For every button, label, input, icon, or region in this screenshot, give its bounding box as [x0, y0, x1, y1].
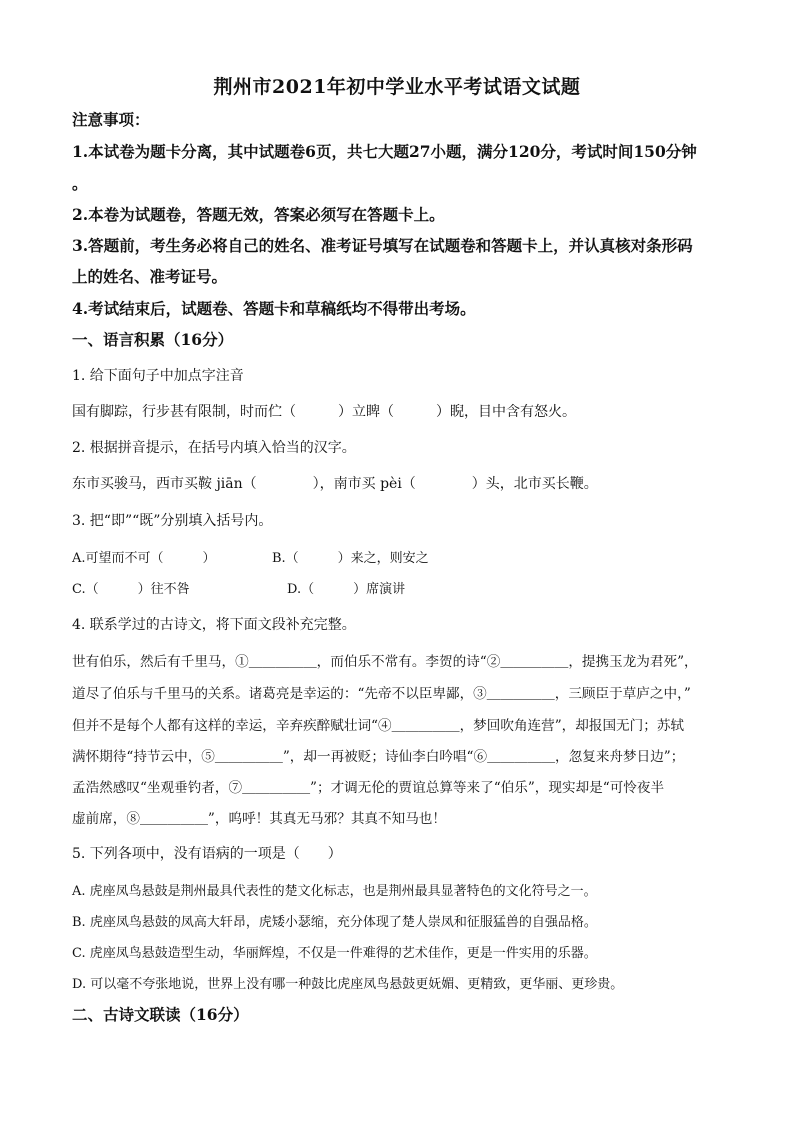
- q3-prompt: 3. 把“即”“既”分别填入括号内。: [72, 513, 273, 529]
- q4-line-1: 世有伯乐，然后有千里马，①＿＿＿＿＿，而伯乐不常有。李贺的诗“②＿＿＿＿＿，提携玉龙为君死”，: [72, 654, 698, 670]
- notice-item-2: 2.本卷为试题卷，答题无效，答案必须写在答题卡上。: [72, 205, 445, 224]
- q3-option-b: B.（ ）来之，则安之: [272, 551, 429, 566]
- page-title: 荆州市2021年初中学业水平考试语文试题: [213, 76, 581, 98]
- notice-item-1: 1.本试卷为题卡分离，其中试题卷6页，共七大题27小题，满分120分，考试时间150分钟: [72, 142, 697, 161]
- section2-heading: 二、古诗文联读（16分）: [72, 1005, 249, 1024]
- q4-prompt: 4. 联系学过的古诗文，将下面文段补充完整。: [72, 617, 356, 633]
- q4-line-4: 满怀期待“持节云中，⑤＿＿＿＿＿”，却一再被贬；诗仙李白吟唱“⑥＿＿＿＿＿，忽复来舟梦日边”；: [72, 749, 685, 765]
- q3-option-a: A.可望而不可（ ）: [72, 551, 216, 566]
- q5-option-c: C. 虎座凤鸟悬鼓造型生动，华丽辉煌，不仅是一件难得的艺术佳作，更是一件实用的乐器。: [72, 946, 597, 961]
- q3-option-c: C.（ ）往不咎: [72, 582, 190, 597]
- notice-item-1-cont: 。: [72, 174, 88, 193]
- q1-prompt: 1. 给下面句子中加点字注音: [72, 368, 244, 384]
- section1-heading: 一、语言积累（16分）: [72, 330, 234, 349]
- q4-line-5: 孟浩然感叹“坐观垂钓者，⑦＿＿＿＿＿”；才调无伦的贾谊总算等来了“伯乐”，现实却是“可怜夜半: [72, 780, 665, 796]
- notice-heading: 注意事项：: [72, 110, 150, 129]
- q5-prompt: 5. 下列各项中，没有语病的一项是（ ）: [72, 846, 342, 862]
- q4-line-3: 但并不是每个人都有这样的幸运，辛弃疾醉赋壮词“④＿＿＿＿＿，梦回吹角连营”，却报国无门；苏轼: [72, 718, 685, 734]
- notice-item-4: 4.考试结束后，试题卷、答题卡和草稿纸均不得带出考场。: [72, 299, 476, 318]
- q2-prompt: 2. 根据拼音提示，在括号内填入恰当的汉字。: [72, 440, 356, 456]
- notice-item-3-cont: 上的姓名、准考证号。: [72, 267, 228, 286]
- q4-line-2: 道尽了伯乐与千里马的关系。诸葛亮是幸运的：“先帝不以臣卑鄙，③＿＿＿＿＿，三顾臣于草庐之中，”: [72, 686, 691, 702]
- q5-option-a: A. 虎座凤鸟悬鼓是荆州最具代表性的楚文化标志，也是荆州最具显著特色的文化符号之一。: [72, 884, 597, 899]
- q4-line-6: 虚前席，⑧＿＿＿＿＿”，呜呼！其真无马邪？其真不知马也！: [72, 811, 446, 827]
- q5-option-b: B. 虎座凤鸟悬鼓的凤高大轩昂，虎矮小瑟缩，充分体现了楚人崇凤和征服猛兽的自强品格。: [72, 915, 597, 930]
- q1-text: 国有脚踪，行步甚有限制，时而伫（ ）立睥（ ）睨，目中含有怒火。: [72, 404, 576, 420]
- q5-option-d: D. 可以毫不夸张地说，世界上没有哪一种鼓比虎座凤鸟悬鼓更妩媚、更精致，更华丽、更珍贵。: [72, 977, 624, 992]
- notice-item-3: 3.答题前，考生务必将自己的姓名、准考证号填写在试题卷和答题卡上，并认真核对条形码: [72, 236, 693, 255]
- q2-text: 东市买骏马，西市买鞍 jiān（ ），南市买 pèi（ ）头，北市买长鞭。: [72, 476, 598, 492]
- q3-option-d: D.（ ）席演讲: [287, 582, 406, 597]
